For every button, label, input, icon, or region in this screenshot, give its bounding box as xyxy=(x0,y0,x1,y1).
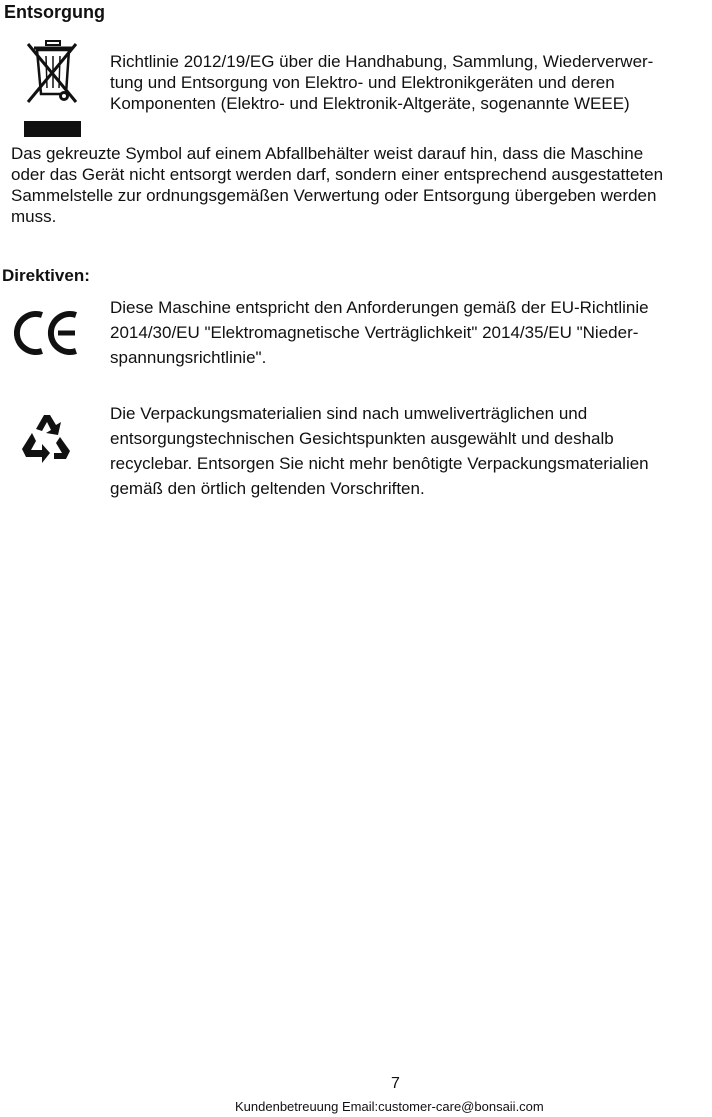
ce-directive-text: Diese Maschine entspricht den Anforderungen gemäß der EU-Richtlinie 2014/30/EU "Elektromagnetische Verträglichkeit" 2014/35/EU "Nieder- spannungsrichtlinie". xyxy=(110,298,649,367)
ce-mark-icon xyxy=(14,309,80,357)
recycling-icon xyxy=(16,409,76,467)
weee-directive-text: Richtlinie 2012/19/EG über die Handhabung, Sammlung, Wiederverwer- tung und Entsorgung von Elektro- und Elektronikgeräten und deren Komponenten (Elektro- und Elektronik-Altgeräte, sogenannte WEEE) xyxy=(110,52,654,113)
weee-bin-icon xyxy=(22,36,82,138)
section-heading-direktiven: Direktiven: xyxy=(2,266,90,285)
crossed-bin-explanation: Das gekreuzte Symbol auf einem Abfallbehälter weist darauf hin, dass die Maschine oder das Gerät nicht entsorgt werden darf, sondern einer entsprechend ausgestatteten Sammelstelle zur ordnungsgemäßen Verwertung oder Entsorgung übergeben werden muss. xyxy=(11,144,664,226)
page-number: 7 xyxy=(391,1075,400,1092)
footer-contact: Kundenbetreuung Email:customer-care@bonsaii.com xyxy=(235,1099,544,1114)
packaging-recycling-text: Die Verpackungsmaterialien sind nach umweliverträglichen und entsorgungstechnischen Gesichtspunkten ausgewählt und deshalb recyclebar. Entsorgen Sie nicht mehr benôtigte Verpackungsmaterialien gemäß den örtlich geltenden Vorschriften. xyxy=(110,404,649,498)
section-heading-entsorgung: Entsorgung xyxy=(4,2,105,22)
